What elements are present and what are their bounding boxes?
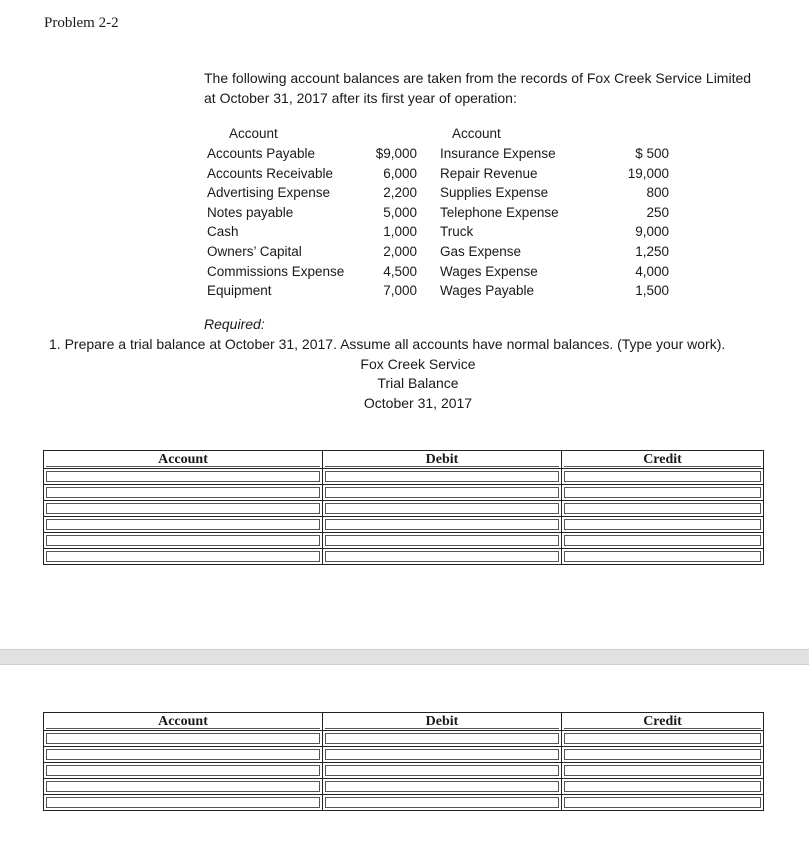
credit-cell[interactable]: [562, 795, 764, 811]
credit-cell[interactable]: [562, 501, 764, 517]
account-amount: 6,000: [383, 165, 417, 181]
account-name: Accounts Receivable: [207, 165, 334, 181]
credit-column-header: Credit: [562, 451, 764, 469]
account-cell[interactable]: [44, 469, 323, 485]
account-amount: 4,000: [635, 263, 669, 279]
account-column-header: Account: [44, 451, 323, 469]
account-name: Repair Revenue: [440, 165, 538, 181]
account-name: Wages Expense: [440, 263, 538, 279]
credit-cell[interactable]: [562, 549, 764, 565]
debit-column-header: Debit: [323, 713, 562, 731]
right-account-header: Account: [452, 126, 501, 141]
table-row: [44, 517, 764, 533]
account-cell[interactable]: [44, 747, 323, 763]
account-amount: 4,500: [383, 263, 417, 279]
account-amount: 19,000: [627, 165, 669, 181]
account-cell[interactable]: [44, 501, 323, 517]
debit-cell[interactable]: [323, 747, 562, 763]
credit-column-header: Credit: [562, 713, 764, 731]
account-column-header: Account: [44, 713, 323, 731]
statement-date: October 31, 2017: [363, 395, 473, 411]
account-cell[interactable]: [44, 517, 323, 533]
intro-paragraph: The following account balances are taken from the records of Fox Creek Service Limited at October 31, 2017 after its first year of operation:: [204, 70, 752, 106]
account-name: Cash: [207, 224, 239, 240]
account-amount: 1,500: [635, 283, 669, 299]
credit-cell[interactable]: [562, 763, 764, 779]
account-amount: 7,000: [383, 283, 417, 299]
debit-cell[interactable]: [323, 469, 562, 485]
table-row: [44, 485, 764, 501]
account-amount: 1,250: [635, 243, 669, 259]
right-account-amounts: [610, 144, 669, 301]
account-name: Gas Expense: [440, 243, 522, 259]
account-amount: 1,000: [383, 224, 417, 240]
table-row: [44, 763, 764, 779]
debit-cell[interactable]: [323, 533, 562, 549]
account-name: Insurance Expense: [440, 146, 556, 161]
account-cell[interactable]: [44, 731, 323, 747]
trial-balance-table: [43, 450, 764, 565]
account-cell[interactable]: [44, 533, 323, 549]
credit-cell[interactable]: [562, 485, 764, 501]
account-amount: 250: [646, 204, 669, 220]
right-account-names: [440, 144, 559, 301]
account-amount: $9,000: [375, 146, 417, 161]
question-text: 1. Prepare a trial balance at October 31, 2017. Assume all accounts have normal balances. (Type your work).: [49, 336, 726, 352]
trial-balance-table-continued: [43, 712, 764, 811]
left-account-names: [207, 144, 344, 301]
account-cell[interactable]: [44, 795, 323, 811]
credit-cell[interactable]: [562, 517, 764, 533]
account-name: Accounts Payable: [207, 146, 316, 161]
problem-title: Problem 2-2: [44, 15, 119, 31]
credit-cell[interactable]: [562, 533, 764, 549]
debit-cell[interactable]: [323, 485, 562, 501]
company-name: Fox Creek Service: [360, 356, 476, 372]
table-header-row: [44, 713, 764, 731]
account-cell[interactable]: [44, 763, 323, 779]
left-account-amounts: [360, 144, 417, 301]
debit-cell[interactable]: [323, 763, 562, 779]
debit-cell[interactable]: [323, 517, 562, 533]
account-name: Advertising Expense: [207, 185, 331, 201]
account-amount: 2,200: [383, 185, 417, 201]
account-amount: 5,000: [383, 204, 417, 220]
debit-cell[interactable]: [323, 779, 562, 795]
debit-cell[interactable]: [323, 549, 562, 565]
account-name: Supplies Expense: [440, 185, 549, 201]
table-header-row: [44, 451, 764, 469]
table-row: [44, 533, 764, 549]
page-break-divider: [0, 649, 809, 665]
account-cell[interactable]: [44, 779, 323, 795]
debit-cell[interactable]: [323, 731, 562, 747]
credit-cell[interactable]: [562, 747, 764, 763]
credit-cell[interactable]: [562, 731, 764, 747]
account-name: Truck: [440, 224, 474, 240]
table-row: [44, 549, 764, 565]
credit-cell[interactable]: [562, 779, 764, 795]
account-amount: 9,000: [635, 224, 669, 240]
account-name: Notes payable: [207, 204, 294, 220]
table-row: [44, 779, 764, 795]
table-row: [44, 795, 764, 811]
table-row: [44, 469, 764, 485]
account-name: Wages Payable: [440, 283, 535, 299]
table-row: [44, 501, 764, 517]
account-name: Commissions Expense: [207, 263, 345, 279]
debit-cell[interactable]: [323, 795, 562, 811]
account-cell[interactable]: [44, 549, 323, 565]
required-label: Required:: [204, 316, 265, 332]
table-row: [44, 731, 764, 747]
credit-cell[interactable]: [562, 469, 764, 485]
account-name: Equipment: [207, 283, 272, 299]
account-amount: 800: [646, 185, 669, 201]
debit-cell[interactable]: [323, 501, 562, 517]
table-row: [44, 747, 764, 763]
debit-column-header: Debit: [323, 451, 562, 469]
account-cell[interactable]: [44, 485, 323, 501]
account-name: Telephone Expense: [440, 204, 559, 220]
account-amount: $ 500: [635, 146, 669, 161]
account-amount: 2,000: [383, 243, 417, 259]
account-name: Owners’ Capital: [207, 243, 302, 259]
statement-title: Trial Balance: [377, 375, 459, 391]
left-account-header: Account: [229, 126, 278, 141]
